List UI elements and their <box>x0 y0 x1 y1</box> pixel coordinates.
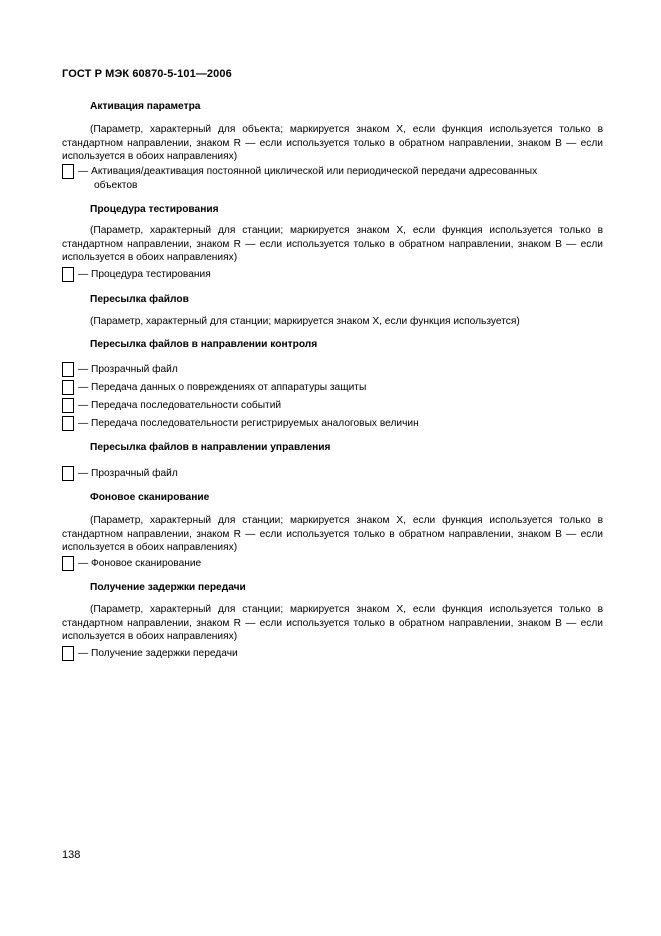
checkbox-row-activation[interactable] <box>62 164 537 180</box>
checkbox-label: — Передача последовательности событий <box>78 400 282 411</box>
checkbox[interactable] <box>62 646 74 661</box>
checkbox[interactable] <box>62 398 74 413</box>
section-title-file-control: Пересылка файлов в направлении управления <box>90 442 331 453</box>
checkbox-label-continuation: объектов <box>94 180 138 191</box>
checkbox-label: — Прозрачный файл <box>78 468 178 479</box>
checkbox-row-event-sequence[interactable] <box>62 398 281 414</box>
checkbox-label: — Фоновое сканирование <box>78 558 202 569</box>
checkbox-label: — Прозрачный файл <box>78 364 178 375</box>
checkbox-row-test-procedure[interactable] <box>62 267 211 283</box>
checkbox[interactable] <box>62 556 74 571</box>
checkbox-row-analog-sequence[interactable] <box>62 416 419 432</box>
checkbox[interactable] <box>62 362 74 377</box>
checkbox[interactable] <box>62 267 74 282</box>
checkbox-row-delay[interactable] <box>62 646 238 662</box>
section-title-background-scan: Фоновое сканирование <box>90 492 210 503</box>
section-description-activation: (Параметр, характерный для объекта; маркируется знаком X, если функция используется только в стандартном направлении, знаком R — если используется только в обратном направлении, знаком B — если используется в обоих направлениях) <box>62 124 603 163</box>
checkbox[interactable] <box>62 164 74 179</box>
checkbox-row-control-transparent-file[interactable] <box>62 466 178 482</box>
section-title-activation: Активация параметра <box>90 101 201 112</box>
document-header: ГОСТ Р МЭК 60870-5-101—2006 <box>62 68 232 80</box>
checkbox-label: — Передача данных о повреждениях от аппаратуры защиты <box>78 382 367 393</box>
section-description-file-transfer: (Параметр, характерный для станции; маркируется знаком X, если функция используется) <box>90 316 520 327</box>
section-title-file-transfer: Пересылка файлов <box>90 294 189 305</box>
checkbox-label: — Активация/деактивация постоянной циклической или периодической передачи адресованных <box>78 166 538 177</box>
checkbox-label: — Передача последовательности регистрируемых аналоговых величин <box>78 418 419 429</box>
section-title-delay: Получение задержки передачи <box>90 582 246 593</box>
checkbox-row-background-scan[interactable] <box>62 556 201 572</box>
page-number: 138 <box>62 849 81 861</box>
section-description-test-procedure: (Параметр, характерный для станции; маркируется знаком X, если функция используется только в стандартном направлении, знаком R — если используется только в обратном направлении, знаком B — если используется в обоих направлениях) <box>62 225 603 264</box>
checkbox-row-transparent-file[interactable] <box>62 362 178 378</box>
checkbox[interactable] <box>62 466 74 481</box>
section-description-delay: (Параметр, характерный для станции; маркируется знаком X, если функция используется только в стандартном направлении, знаком R — если используется только в обратном направлении, знаком B — если используется в обоих направлениях) <box>62 604 603 643</box>
checkbox-label: — Получение задержки передачи <box>78 648 238 659</box>
section-title-test-procedure: Процедура тестирования <box>90 204 219 215</box>
checkbox-label: — Процедура тестирования <box>78 269 211 280</box>
section-description-background-scan: (Параметр, характерный для станции; маркируется знаком X, если функция используется только в стандартном направлении, знаком R — если используется только в обратном направлении, знаком B — если используется в обоих направлениях) <box>62 515 603 554</box>
checkbox[interactable] <box>62 380 74 395</box>
checkbox-row-protection-faults[interactable] <box>62 380 366 396</box>
checkbox[interactable] <box>62 416 74 431</box>
section-title-file-monitor: Пересылка файлов в направлении контроля <box>90 339 318 350</box>
